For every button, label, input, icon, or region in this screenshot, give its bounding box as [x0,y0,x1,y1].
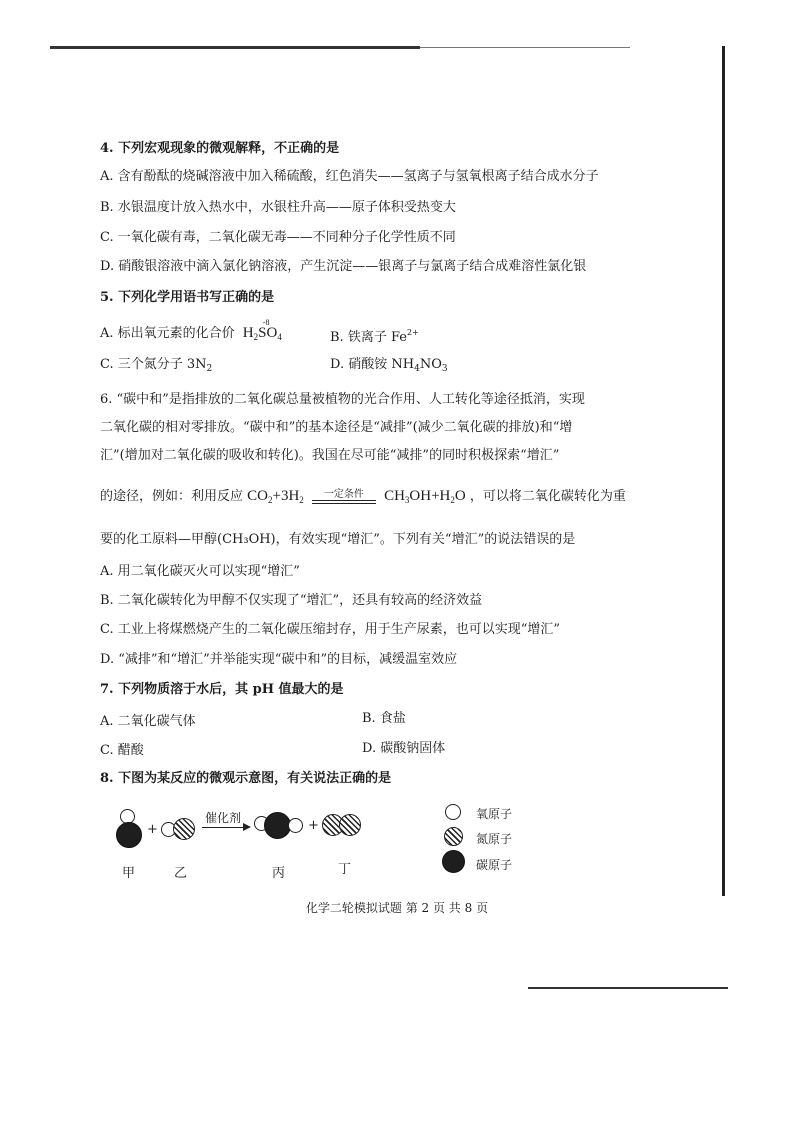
iron-ion-charge: 2+ [406,328,419,337]
question-6-option-a: A. 用二氧化碳灭火可以实现“增汇” [100,564,300,579]
legend-oxygen-label: 氧原子 [476,807,513,821]
molecule-label-yi: 乙 [174,866,188,881]
question-5-option-b [330,324,419,347]
reaction-reactants: $CO_2+3H_2$ [247,488,304,505]
question-7-option-d: D. 碳酸钠固体 [362,741,446,756]
no3-subscript: 3 [441,364,448,374]
bottom-rule [528,987,728,989]
reaction-diagram [100,800,560,890]
question-5-stem: 5. 下列化学用语书写正确的是 [100,290,275,305]
question-6-line-3: 汇”(增加对二氧化碳的吸收和转化)。我国在尽可能“减排”的同时积极探索“增汇” [100,448,560,463]
option-c-text: C. 三个氮分子 3N [100,357,207,372]
question-5-option-d [330,356,448,378]
question-5-option-a [100,318,282,346]
question-4-option-a: A. 含有酚酞的烧碱溶液中加入稀硫酸，红色消失——氢离子与氢氧根离子结合成水分子 [100,169,599,184]
line-4-suffix: ，可以将二氧化碳转化为重 [469,489,626,504]
h2so4-formula: $H_2SO_4$ -8 [243,324,282,346]
question-8-stem: 8. 下图为某反应的微观示意图，有关说法正确的是 [100,771,392,786]
page-footer: 化学二轮模拟试题 第 2 页 共 8 页 [305,901,489,915]
option-b-text: B. 铁离子 Fe [330,330,407,345]
question-4-option-c: C. 一氧化碳有毒，二氧化碳无毒——不同种分子化学性质不同 [100,230,456,245]
plus-sign: + [308,818,319,833]
reaction-condition: 一定条件 [323,489,364,500]
top-rule-thin [420,47,630,48]
legend-carbon-label: 碳原子 [476,858,513,872]
n2-subscript: 2 [206,364,213,374]
option-d-text: D. 硝酸铵 NH [330,357,415,372]
question-6-option-b: B. 二氧化碳转化为甲醇不仅实现了“增汇”，还具有较高的经济效益 [100,593,483,608]
question-7-option-a: A. 二氧化碳气体 [100,714,196,729]
legend-oxygen-icon [445,804,461,820]
legend-carbon-icon [442,850,465,873]
legend-nitrogen-label: 氮原子 [476,832,513,846]
reaction-condition-arrow [312,489,376,504]
no3-text: NO [419,357,442,372]
top-rule [50,46,420,49]
arrow-icon [243,823,251,831]
legend-nitrogen-icon [444,827,463,846]
question-4-option-b: B. 水银温度计放入热水中，水银柱升高——原子体积受热变大 [100,200,456,215]
oxygen-atom [288,818,303,833]
question-4-option-d: D. 硝酸银溶液中滴入氯化钠溶液，产生沉淀——银离子与氯离子结合成难溶性氯化银 [100,259,587,274]
reaction-products: $CH_3OH+H_2O$ [384,488,466,505]
oxidation-value: -8 [262,318,270,327]
option-a-text: A. 标出氧元素的化合价 [100,326,235,341]
double-line [312,500,376,504]
carbon-atom [264,812,291,839]
question-6-option-d: D. “减排”和“增汇”并举能实现“碳中和”的目标，减缓温室效应 [100,652,458,667]
nitrogen-atom [173,818,195,840]
nitrogen-atom [339,814,361,836]
carbon-atom [116,822,142,848]
line-4-prefix: 的途径，例如：利用反应 [100,489,244,504]
question-6-line-1: 6. “碳中和”是指排放的二氧化碳总量被植物的光合作用、人工转化等途径抵消，实现 [100,392,585,407]
plus-sign: + [147,822,158,837]
catalyst-label: 催化剂 [205,811,242,825]
arrow-shaft [202,827,244,828]
question-7-stem: 7. 下列物质溶于水后，其 pH 值最大的是 [100,682,344,697]
question-6-line-5: 要的化工原料—甲醇(CH₃OH)，有效实现“增汇”。下列有关“增汇”的说法错误的是 [100,532,576,547]
question-7-option-c: C. 醋酸 [100,743,144,758]
question-6-line-2: 二氧化碳的相对零排放。“碳中和”的基本途径是“减排”(减少二氧化碳的排放)和“增 [100,420,573,435]
question-6-line-4 [100,487,626,509]
question-5-option-c [100,356,212,378]
molecule-label-bing: 丙 [272,866,286,881]
molecule-label-jia: 甲 [122,866,136,881]
question-4-stem: 4. 下列宏观现象的微观解释，不正确的是 [100,141,340,156]
nh4-subscript: 4 [414,364,420,374]
page-edge-shadow [722,46,725,896]
molecule-label-ding: 丁 [338,862,352,877]
question-7-option-b: B. 食盐 [362,711,406,726]
question-6-option-c: C. 工业上将煤燃烧产生的二氧化碳压缩封存，用于生产尿素，也可以实现“增汇” [100,622,561,637]
